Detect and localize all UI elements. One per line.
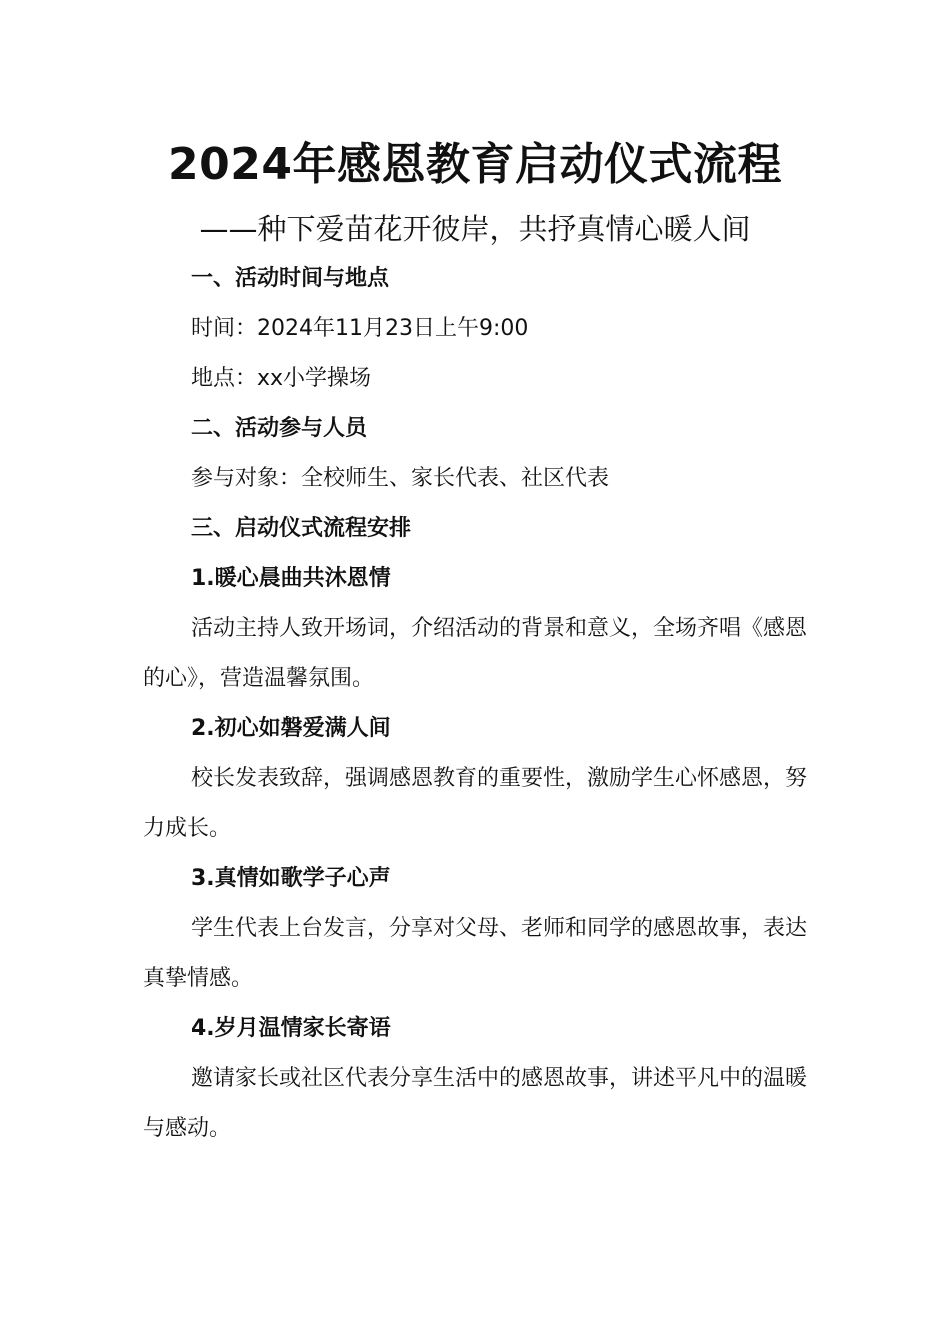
- section-heading-time-place: 一、活动时间与地点: [191, 266, 390, 291]
- agenda-paragraph-4: 邀请家长或社区代表分享生活中的感恩故事，讲述平凡中的温暖与感动。: [143, 1066, 808, 1141]
- agenda-paragraph-3: 学生代表上台发言，分享对父母、老师和同学的感恩故事，表达真挚情感。: [143, 916, 808, 991]
- paragraph-place: 地点：xx小学操场: [191, 366, 372, 391]
- agenda-heading-2: 2.初心如磐爱满人间: [191, 716, 391, 741]
- agenda-heading-4: 4.岁月温情家长寄语: [191, 1016, 391, 1041]
- agenda-heading-1: 1.暖心晨曲共沐恩情: [191, 566, 391, 591]
- agenda-paragraph-1: 活动主持人致开场词，介绍活动的背景和意义，全场齐唱《感恩的心》，营造温馨氛围。: [143, 616, 808, 691]
- paragraph-time: 时间：2024年11月23日上午9:00: [191, 316, 529, 341]
- document-subtitle: ——种下爱苗花开彼岸，共抒真情心暖人间: [199, 212, 751, 246]
- section-heading-participants: 二、活动参与人员: [191, 416, 368, 441]
- agenda-paragraph-2: 校长发表致辞，强调感恩教育的重要性，激励学生心怀感恩，努力成长。: [143, 766, 808, 841]
- document-page: [143, 130, 807, 1154]
- agenda-heading-3: 3.真情如歌学子心声: [191, 866, 391, 891]
- paragraph-participants: 参与对象：全校师生、家长代表、社区代表: [191, 466, 610, 491]
- section-heading-agenda: 三、启动仪式流程安排: [191, 516, 412, 541]
- document-title: 2024年感恩教育启动仪式流程: [168, 139, 782, 190]
